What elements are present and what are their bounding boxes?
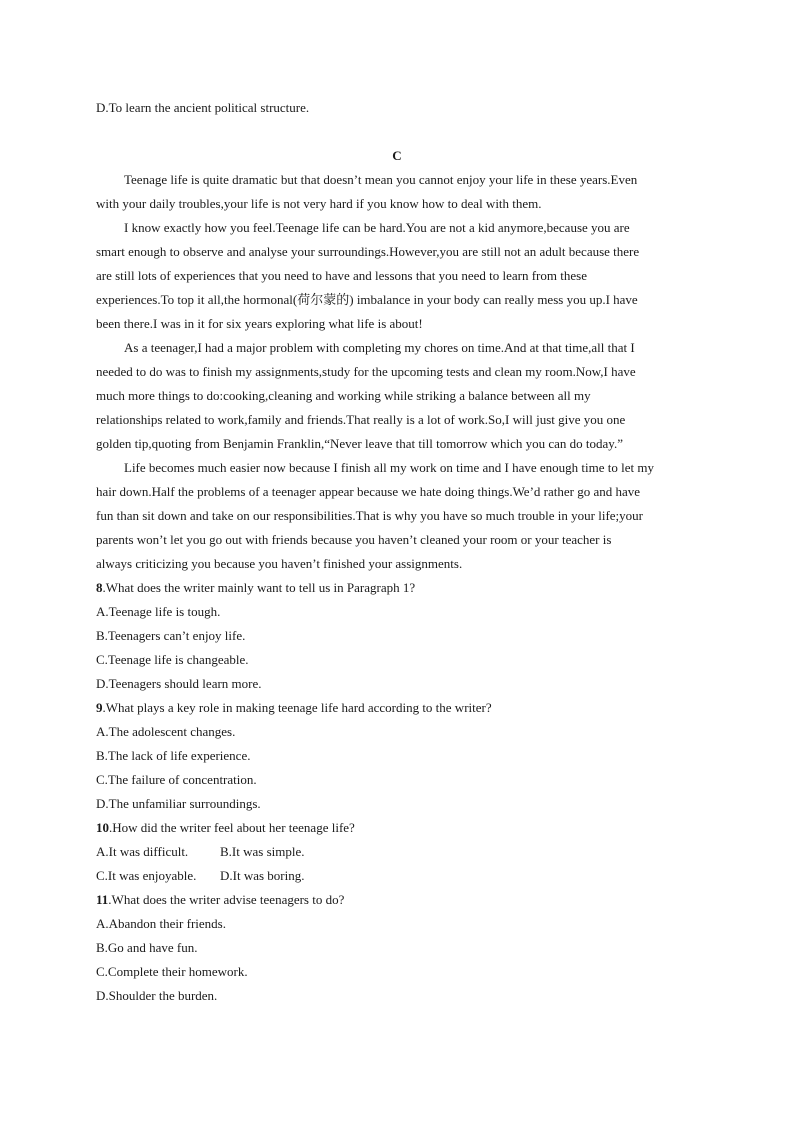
paragraph-line: needed to do was to finish my assignments,study for the upcoming tests and clean my room.Now,I have [96,364,636,379]
paragraph-line: parents won’t let you go out with friends because you haven’t cleaned your room or your teacher is [96,532,612,547]
question-number: 11 [96,892,109,907]
option-d[interactable]: D.It was boring. [220,868,305,883]
question-stem [96,696,698,720]
question-stem [96,888,698,912]
paragraph-line: I know exactly how you feel.Teenage life can be hard.You are not a kid anymore,because you are [124,220,630,235]
option-c[interactable]: C.Teenage life is changeable. [96,652,249,667]
option-a[interactable]: A.The adolescent changes. [96,724,236,739]
option-d[interactable]: D.Teenagers should learn more. [96,676,262,691]
option-b[interactable]: B.The lack of life experience. [96,748,251,763]
question-text: .How did the writer feel about her teenage life? [109,820,355,835]
passage [96,168,698,576]
question-8 [96,576,698,696]
option-c[interactable]: C.Complete their homework. [96,964,248,979]
option-d[interactable]: D.The unfamiliar surroundings. [96,796,261,811]
paragraph-line: hair down.Half the problems of a teenager appear because we hate doing things.We’d rather go and have [96,484,641,499]
option-c[interactable]: C.It was enjoyable. [96,868,197,883]
question-stem [96,816,698,840]
paragraph-line: always criticizing you because you haven’t finished your assignments. [96,556,463,571]
question-number: 10 [96,820,109,835]
question-10 [96,816,698,888]
option-a[interactable]: A.Abandon their friends. [96,916,226,931]
paragraph-3 [96,336,698,456]
paragraph-line: fun than sit down and take on our responsibilities.That is why you have so much trouble in your life;your [96,508,643,523]
paragraph-line: been there.I was in it for six years exploring what life is about! [96,316,423,331]
question-11 [96,888,698,1008]
paragraph-4 [96,456,698,576]
paragraph-line: Life becomes much easier now because I finish all my work on time and I have enough time to let my [124,460,654,475]
paragraph-2 [96,216,698,336]
paragraph-line: experiences.To top it all,the hormonal(荷尔蒙的) imbalance in your body can really mess you up.I have [96,292,638,307]
question-number: 8 [96,580,103,595]
option-b[interactable]: B.Go and have fun. [96,940,198,955]
option-a[interactable]: A.Teenage life is tough. [96,604,221,619]
option-c[interactable]: C.The failure of concentration. [96,772,257,787]
question-text: .What does the writer mainly want to tell us in Paragraph 1? [102,580,416,595]
paragraph-line: are still lots of experiences that you need to have and lessons that you need to learn from these [96,268,587,283]
paragraph-line: smart enough to observe and analyse your surroundings.However,you are still not an adult because there [96,244,640,259]
option-b[interactable]: B.It was simple. [220,844,305,859]
paragraph-line: relationships related to work,family and friends.That really is a lot of work.So,I will just give you one [96,412,626,427]
option-b[interactable]: B.Teenagers can’t enjoy life. [96,628,246,643]
paragraph-1 [96,168,698,216]
document-page [96,96,698,1008]
option-row [96,864,698,888]
section-title: C [392,148,402,163]
paragraph-line: golden tip,quoting from Benjamin Franklin,“Never leave that till tomorrow which you can do today.” [96,436,623,451]
paragraph-line: Teenage life is quite dramatic but that doesn’t mean you cannot enjoy your life in these years.Even [124,172,638,187]
paragraph-line: with your daily troubles,your life is not very hard if you know how to deal with them. [96,196,542,211]
paragraph-line: As a teenager,I had a major problem with completing my chores on time.And at that time,all that I [124,340,635,355]
question-text: .What plays a key role in making teenage life hard according to the writer? [102,700,492,715]
previous-question-option: D.To learn the ancient political structure. [96,100,310,115]
question-stem [96,576,698,600]
paragraph-line: much more things to do:cooking,cleaning and working while striking a balance between all my [96,388,591,403]
question-9 [96,696,698,816]
option-row [96,840,698,864]
question-text: .What does the writer advise teenagers to do? [108,892,345,907]
option-d[interactable]: D.Shoulder the burden. [96,988,218,1003]
option-a[interactable]: A.It was difficult. [96,844,189,859]
question-number: 9 [96,700,103,715]
